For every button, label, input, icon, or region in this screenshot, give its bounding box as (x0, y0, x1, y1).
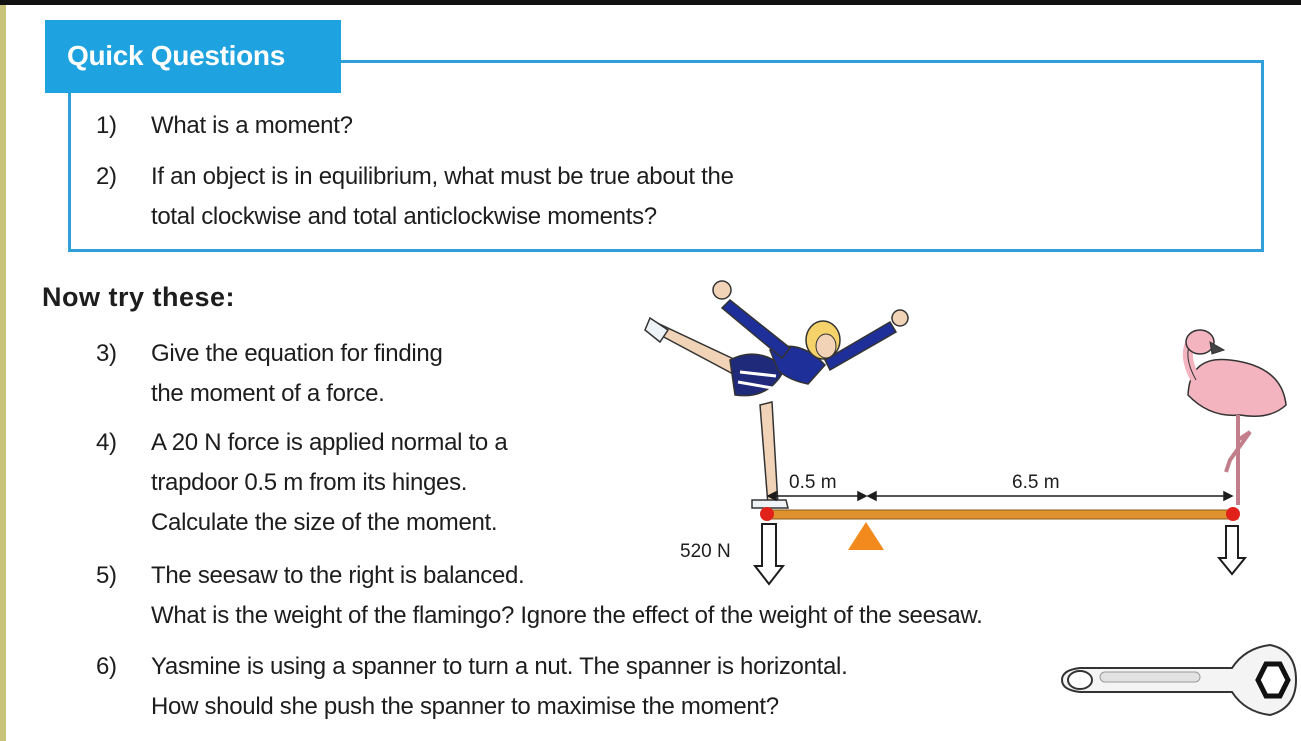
question-text: What is a moment? (151, 112, 353, 139)
skater-illustration (645, 281, 908, 508)
question-text: trapdoor 0.5 m from its hinges. (151, 469, 468, 496)
dimension-lines (768, 492, 1232, 500)
question-text: The seesaw to the right is balanced. (151, 562, 525, 589)
quick-questions-title: Quick Questions (45, 20, 341, 93)
question-text: If an object is in equilibrium, what must be true about the (151, 163, 734, 190)
right-force-arrow (1219, 526, 1245, 574)
right-contact-point (1226, 507, 1240, 521)
question-text: A 20 N force is applied normal to a (151, 429, 508, 456)
question-number: 2) (96, 163, 117, 190)
left-distance-label: 0.5 m (789, 472, 837, 493)
flamingo-illustration (1186, 330, 1286, 505)
question-number: 6) (96, 653, 117, 680)
question-text: How should she push the spanner to maximise the moment? (151, 693, 779, 720)
question-number: 4) (96, 429, 117, 456)
seesaw-beam (764, 510, 1238, 519)
right-distance-label: 6.5 m (1012, 472, 1060, 493)
question-text: Calculate the size of the moment. (151, 509, 498, 536)
question-text: What is the weight of the flamingo? Ignore the effect of the weight of the seesaw. (151, 602, 983, 629)
left-contact-point (760, 507, 774, 521)
pivot-triangle (848, 522, 884, 550)
question-number: 3) (96, 340, 117, 367)
question-text: Give the equation for finding (151, 340, 443, 367)
left-force-label: 520 N (680, 541, 731, 562)
question-number: 5) (96, 562, 117, 589)
question-text: total clockwise and total anticlockwise moments? (151, 203, 657, 230)
spanner-illustration (1062, 645, 1296, 715)
question-number: 1) (96, 112, 117, 139)
question-text: Yasmine is using a spanner to turn a nut. The spanner is horizontal. (151, 653, 848, 680)
question-text: the moment of a force. (151, 380, 385, 407)
left-force-arrow (755, 524, 783, 584)
now-try-heading: Now try these: (42, 282, 236, 312)
